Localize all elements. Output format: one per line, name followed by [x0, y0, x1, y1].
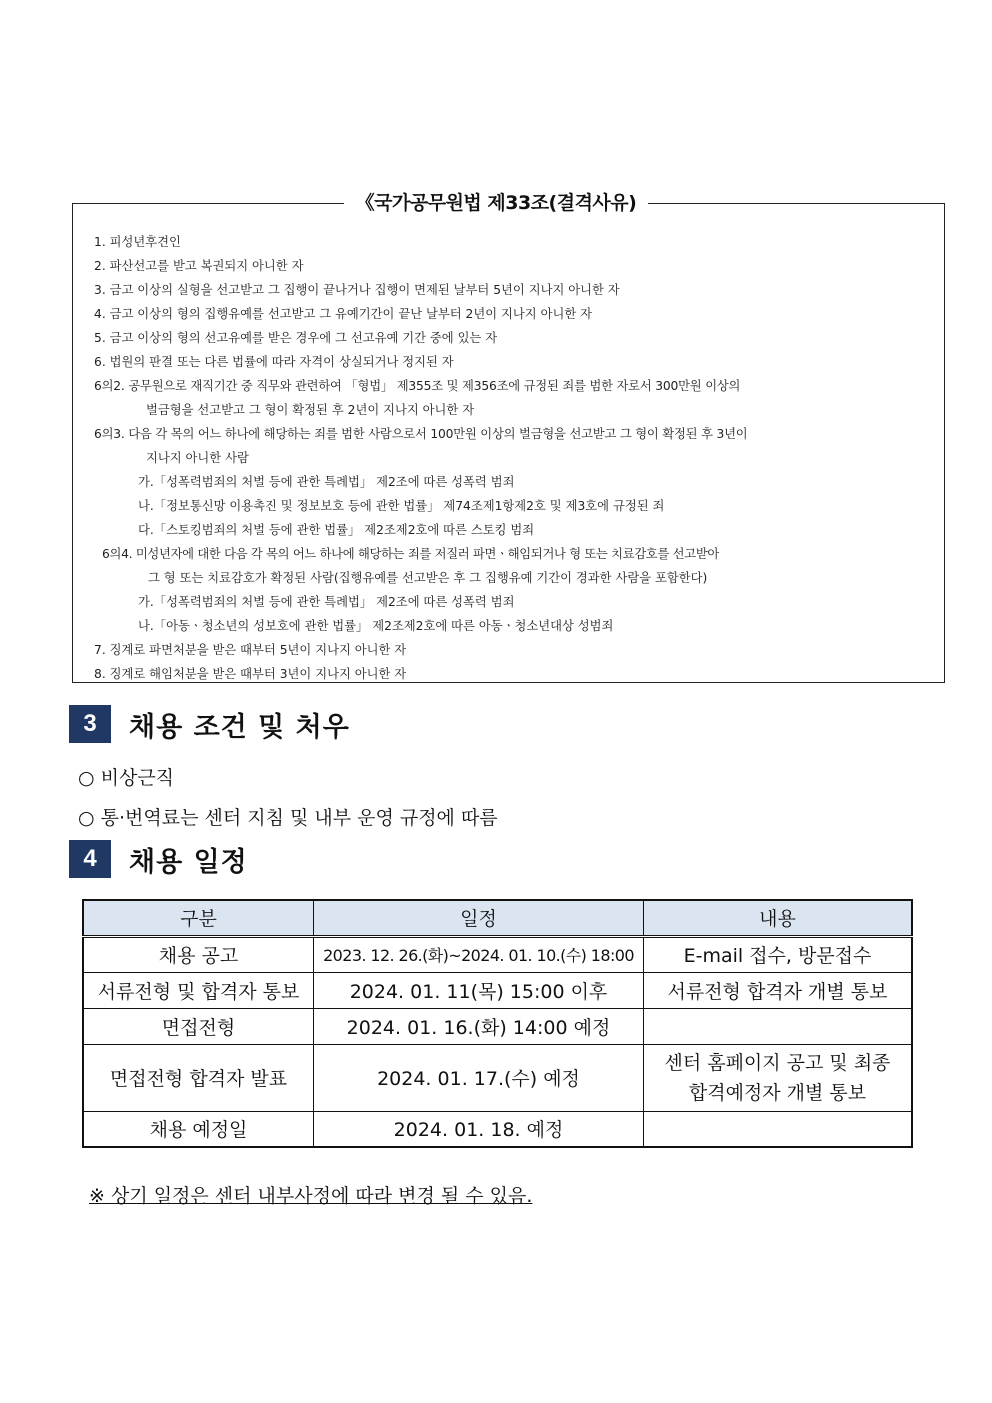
law-item-continuation: 벌금형을 선고받고 그 형이 확정된 후 2년이 지나지 아니한 자 [146, 403, 475, 417]
table-cell: 2024. 01. 17.(수) 예정 [314, 1044, 644, 1111]
table-cell-line: 센터 홈페이지 공고 및 최종 [664, 1051, 891, 1074]
table-row [83, 936, 912, 972]
table-row [83, 1044, 912, 1111]
law-subitem: 나.「아동ㆍ청소년의 성보호에 관한 법률」 제2조제2호에 따른 아동ㆍ청소년대상 성범죄 [138, 619, 614, 633]
table-cell: 2023. 12. 26.(화)~2024. 01. 10.(수) 18:00 [314, 936, 644, 972]
law-item: 8. 징계로 해임처분을 받은 때부터 3년이 지나지 아니한 자 [94, 667, 407, 681]
law-subitem: 나.「정보통신망 이용촉진 및 정보보호 등에 관한 법률」 제74조제1항제2호 및 제3호에 규정된 죄 [138, 499, 665, 513]
law-item: 6. 법원의 판결 또는 다른 법률에 따라 자격이 상실되거나 정지된 자 [94, 355, 454, 369]
section-title: 채용 일정 [129, 846, 248, 878]
table-row [83, 972, 912, 1008]
table-cell: 채용 예정일 [83, 1111, 314, 1147]
table-cell: 채용 공고 [83, 936, 314, 972]
table-cell: 서류전형 및 합격자 통보 [83, 972, 314, 1008]
law-item-continuation: 지나지 아니한 사람 [146, 451, 249, 465]
condition-bullet: ○ 비상근직 [78, 767, 175, 789]
section-title: 채용 조건 및 처우 [129, 711, 350, 743]
table-cell: 2024. 01. 16.(화) 14:00 예정 [314, 1008, 644, 1044]
table-cell: 2024. 01. 11(목) 15:00 이후 [314, 972, 644, 1008]
table-cell [644, 1008, 913, 1044]
schedule-table [82, 899, 913, 1148]
table-cell: 면접전형 합격자 발표 [83, 1044, 314, 1111]
law-item-continuation: 그 형 또는 치료감호가 확정된 사람(집행유예를 선고받은 후 그 집행유예 기간이 경과한 사람을 포함한다) [148, 571, 708, 585]
law-item: 6의3. 다음 각 목의 어느 하나에 해당하는 죄를 범한 사람으로서 100만원 이상의 벌금형을 선고받고 그 형이 확정된 후 3년이 [94, 427, 748, 441]
law-item: 7. 징계로 파면처분을 받은 때부터 5년이 지나지 아니한 자 [94, 643, 407, 657]
law-item: 1. 피성년후견인 [94, 235, 181, 249]
table-header-row [83, 900, 912, 936]
law-item-list [94, 230, 939, 686]
table-cell: 2024. 01. 18. 예정 [314, 1111, 644, 1147]
section-number-badge: 3 [69, 705, 111, 743]
column-header: 구분 [83, 900, 314, 936]
column-header: 일정 [314, 900, 644, 936]
table-row [83, 1111, 912, 1147]
law-item: 4. 금고 이상의 형의 집행유예를 선고받고 그 유예기간이 끝난 날부터 2년이 지나지 아니한 자 [94, 307, 593, 321]
law-item: 6의2. 공무원으로 재직기간 중 직무와 관련하여 「형법」 제355조 및 제356조에 규정된 죄를 범한 자로서 300만원 이상의 [94, 379, 741, 393]
schedule-note: ※ 상기 일정은 센터 내부사정에 따라 변경 될 수 있음. [89, 1185, 533, 1207]
law-subitem: 가.「성폭력범죄의 처벌 등에 관한 특례법」 제2조에 따른 성폭력 범죄 [138, 595, 515, 609]
table-cell-line: 합격예정자 개별 통보 [688, 1081, 867, 1104]
section-number-badge: 4 [69, 840, 111, 878]
law-item: 6의4. 미성년자에 대한 다음 각 목의 어느 하나에 해당하는 죄를 저질러 파면ㆍ해임되거나 형 또는 치료감호를 선고받아 [102, 547, 719, 561]
law-title: 《국가공무원법 제33조(결격사유) [0, 188, 992, 215]
section-3-header [69, 705, 350, 743]
condition-bullet: ○ 통·번역료는 센터 지침 및 내부 운영 규정에 따름 [78, 807, 498, 829]
law-item: 3. 금고 이상의 실형을 선고받고 그 집행이 끝나거나 집행이 면제된 날부터 5년이 지나지 아니한 자 [94, 283, 620, 297]
table-cell: 면접전형 [83, 1008, 314, 1044]
law-subitem: 다.「스토킹범죄의 처벌 등에 관한 법률」 제2조제2호에 따른 스토킹 범죄 [138, 523, 535, 537]
section-4-header [69, 840, 248, 878]
table-cell [644, 1111, 913, 1147]
law-item: 2. 파산선고를 받고 복권되지 아니한 자 [94, 259, 304, 273]
law-subitem: 가.「성폭력범죄의 처벌 등에 관한 특례법」 제2조에 따른 성폭력 범죄 [138, 475, 515, 489]
table-cell [644, 1044, 913, 1111]
table-cell: E-mail 접수, 방문접수 [644, 936, 913, 972]
table-cell: 서류전형 합격자 개별 통보 [644, 972, 913, 1008]
law-item: 5. 금고 이상의 형의 선고유예를 받은 경우에 그 선고유예 기간 중에 있는 자 [94, 331, 498, 345]
column-header: 내용 [644, 900, 913, 936]
table-row [83, 1008, 912, 1044]
